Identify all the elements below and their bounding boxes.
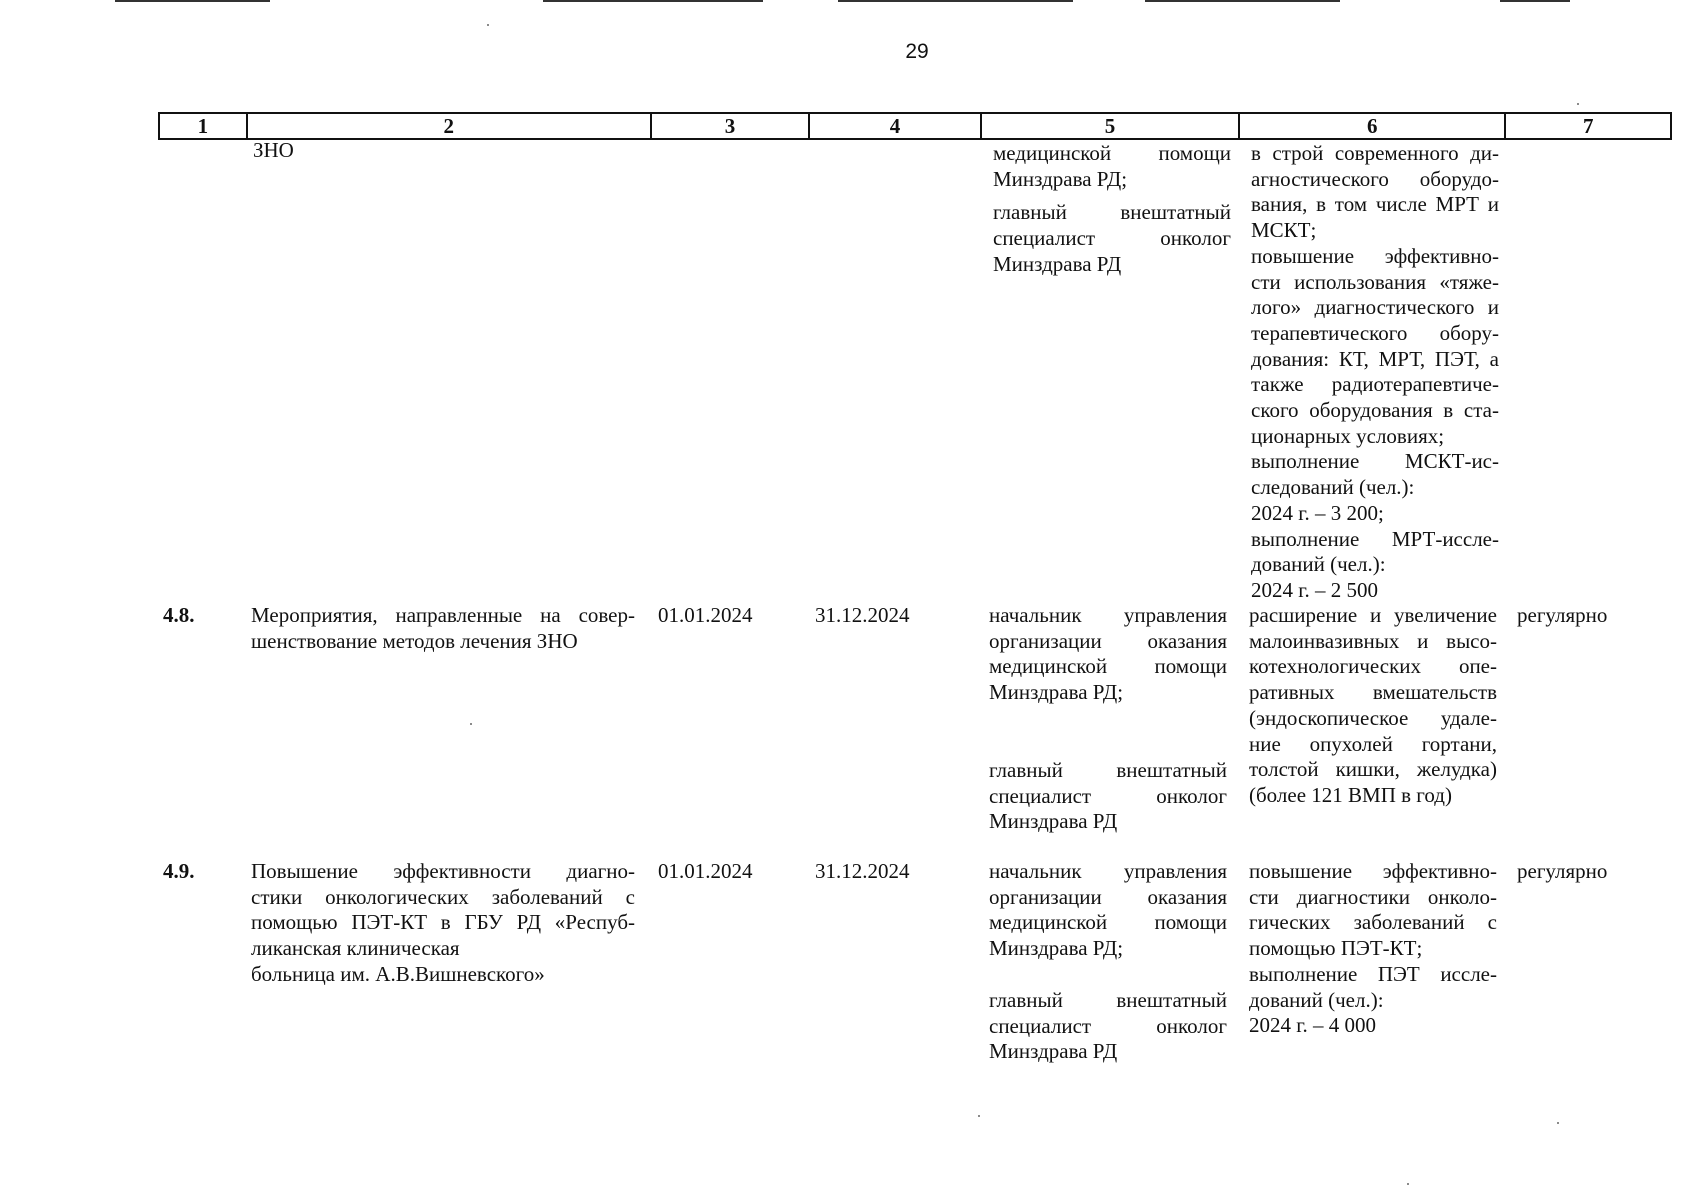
page-number: 29 [905, 40, 929, 63]
text-line: расширение и увеличение [1249, 603, 1497, 627]
row-number: 4.8. [163, 603, 195, 627]
text-line: повышение эффективно- [1251, 243, 1499, 268]
text-line: толстой кишки, желудка) [1249, 757, 1497, 782]
text-line: специалист онколог [993, 226, 1231, 251]
text-line: стики онкологических заболеваний с [251, 884, 635, 909]
text-line: терапевтического обору- [1251, 320, 1499, 345]
continuation-responsible [993, 141, 1231, 278]
header-col-6: 6 [1240, 114, 1506, 138]
scan-speck [978, 1115, 980, 1117]
row-start-date: 01.01.2024 [658, 859, 753, 883]
header-col-5: 5 [982, 114, 1240, 138]
scan-speck [1407, 1183, 1409, 1185]
top-rule-1 [115, 0, 270, 2]
text-line: Повышение эффективности диагно- [251, 859, 635, 883]
text-line: Минздрава РД [989, 809, 1118, 834]
scan-speck [487, 24, 489, 26]
text-line: медицинской помощи [989, 910, 1227, 935]
text-line: главный внештатный [993, 200, 1231, 225]
text-line: гических заболеваний с [1249, 910, 1497, 935]
text-line: лого» диагностического и [1251, 295, 1499, 320]
header-col-3: 3 [652, 114, 811, 138]
text-line: помощью ПЭТ-КТ в ГБУ РД «Респуб- [251, 910, 635, 935]
header-col-7: 7 [1582, 114, 1594, 138]
text-line: дований (чел.): [1251, 552, 1386, 577]
text-line: ского оборудования в ста- [1251, 398, 1499, 423]
text-line: Мероприятия, направленные на совер- [251, 603, 635, 627]
row-result [1249, 603, 1497, 809]
text-line: начальник управления [989, 603, 1227, 627]
text-line: агностического оборудо- [1251, 166, 1499, 191]
text-line: выполнение МРТ-иссле- [1251, 526, 1499, 551]
text-line: вания, в том числе МРТ и [1251, 192, 1499, 217]
text-line: главный внештатный [989, 757, 1227, 782]
text-line: Минздрава РД; [989, 680, 1124, 705]
top-rule-5 [1500, 0, 1570, 2]
continuation-result [1251, 141, 1499, 604]
row-end-date: 31.12.2024 [815, 603, 910, 627]
row-responsible [989, 859, 1227, 1065]
scan-speck [1557, 1122, 1559, 1124]
text-line: МСКТ; [1251, 218, 1317, 243]
text-line: 2024 г. – 4 000 [1249, 1013, 1376, 1038]
row-title [251, 603, 635, 654]
text-line: малоинвазивных и высо- [1249, 628, 1497, 653]
scan-speck [470, 723, 472, 725]
text-line: котехнологических опе- [1249, 654, 1497, 679]
text-line: Минздрава РД [993, 251, 1122, 276]
row-start-date: 01.01.2024 [658, 603, 753, 627]
top-rule-3 [838, 0, 1073, 2]
text-line: выполнение ПЭТ иссле- [1249, 961, 1497, 986]
text-line: медицинской помощи [989, 654, 1227, 679]
header-col-4: 4 [810, 114, 982, 138]
text-line: организации оказания [989, 884, 1227, 909]
text-line: ликанская клиническая [251, 936, 460, 961]
text-line: помощью ПЭТ-КТ; [1249, 936, 1423, 961]
text-line: сти диагностики онколо- [1249, 884, 1497, 909]
text-line: Минздрава РД [989, 1039, 1118, 1064]
text-line: в строй современного ди- [1251, 141, 1499, 165]
text-line: главный внештатный [989, 987, 1227, 1012]
text-line: шенствование методов лечения ЗНО [251, 628, 578, 653]
text-line: сти использования «тяже- [1251, 269, 1499, 294]
header-col-2: 2 [248, 114, 652, 138]
text-line: специалист онколог [989, 783, 1227, 808]
text-line: (эндоскопическое удале- [1249, 705, 1497, 730]
scan-speck [1577, 103, 1579, 105]
text-line: 2024 г. – 3 200; [1251, 500, 1384, 525]
text-line: дований (чел.): [1249, 987, 1384, 1012]
text-line: выполнение МСКТ-ис- [1251, 449, 1499, 474]
text-line: специалист онколог [989, 1013, 1227, 1038]
text-line: (более 121 ВМП в год) [1249, 782, 1452, 807]
text-line: Минздрава РД; [989, 936, 1124, 961]
row-end-date: 31.12.2024 [815, 859, 910, 883]
row-title [251, 859, 635, 988]
text-line: Минздрава РД; [993, 166, 1128, 191]
text-line: дования: КТ, МРТ, ПЭТ, а [1251, 346, 1499, 371]
row-period: регулярно [1517, 859, 1608, 883]
row-result [1249, 859, 1497, 1039]
text-line: медицинской помощи [993, 141, 1231, 165]
row-number: 4.9. [163, 859, 195, 883]
text-line: повышение эффективно- [1249, 859, 1497, 883]
top-rule-2 [543, 0, 763, 2]
continuation-title: ЗНО [253, 138, 294, 162]
top-rule-4 [1145, 0, 1340, 2]
row-period: регулярно [1517, 603, 1608, 627]
row-responsible [989, 603, 1227, 835]
text-line: ративных вмешательств [1249, 680, 1497, 705]
header-col-1: 1 [160, 114, 248, 138]
text-line: ние опухолей гортани, [1249, 731, 1497, 756]
text-line: 2024 г. – 2 500 [1251, 577, 1378, 602]
text-line: также радиотерапевтиче- [1251, 372, 1499, 397]
text-line: ционарных условиях; [1251, 423, 1445, 448]
text-line: организации оказания [989, 628, 1227, 653]
text-line: больница им. А.В.Вишневского» [251, 961, 545, 986]
table-header [158, 112, 1672, 140]
text-line: следований (чел.): [1251, 475, 1415, 500]
text-line: начальник управления [989, 859, 1227, 883]
